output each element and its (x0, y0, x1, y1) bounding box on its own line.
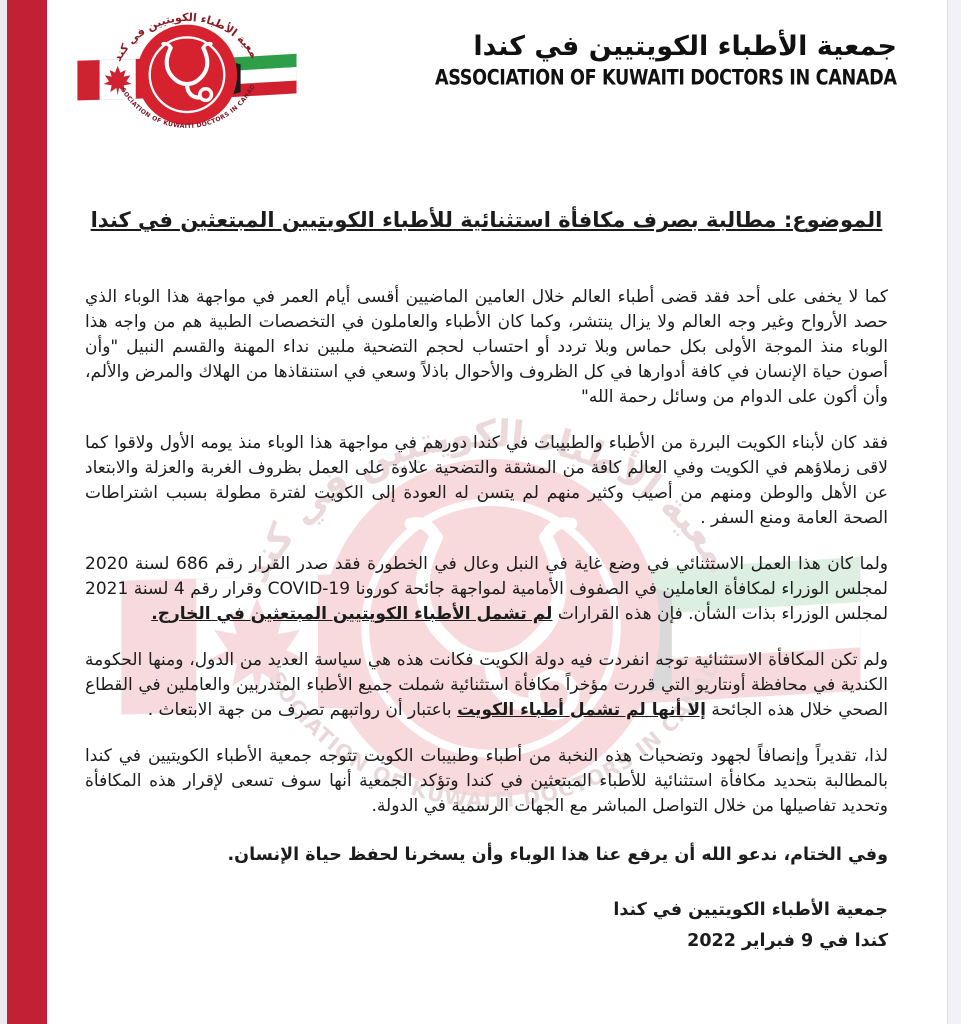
text-segment: لذا، تقديراً وإنصافاً لجهود وتضحيات هذه النخبة من أطباء وطبيبات الكويت تتوجه جمعية الأطباء الكويتيين في كندا بالمطالبة بتحديد مكافأة استثنائية للأطباء المبتعثين في كندا وتؤكد الجمعية أنها سوف تسعى لإقرار هذه المكافأة وتحديد تفاصيلها من خلال التواصل المباشر مع الجهات الرسمية في الدولة. (85, 746, 888, 816)
emphasized-text: لم تشمل الأطباء الكويتيين المبتعثين في الخارج. (151, 604, 553, 624)
letter-content (85, 0, 888, 957)
body-paragraphs (85, 285, 888, 819)
page-edge-right (947, 0, 961, 1024)
text-segment: باعتبار أن رواتبهم تصرف من جهة الابتعاث . (147, 700, 458, 720)
text-segment: فقد كان لأبناء الكويت البررة من الأطباء والطبيبات في كندا دورهم في مواجهة هذا الوباء منذ يومه الأول ولاقوا كما لاقى زملاؤهم في الكويت وفي العالم كافة من المشقة والتضحية علاوة على العمل بظروف الغربة والعزلة والابتعاد عن الأهل والوطن ومنهم من أصيب وكثير منهم لم يتسن له العودة إلى الكويت لفترة مطولة بسبب اشتراطات الصحة العامة ومنع السفر . (85, 433, 888, 528)
body-paragraph (85, 285, 888, 410)
text-segment: كما لا يخفى على أحد فقد قضى أطباء العالم خلال العامين الماضيين أقسى أيام العمر في مواجهة هذا الوباء الذي حصد الأرواح وغير وجه العالم ولا يزال ينتشر، وكما كان الأطباء والعاملون في التخصصات الطبية هم من واجه هذا الوباء منذ الموجة الأولى بكل حماس وبلا تردد أو احتساب لحجم التضحية ملبين نداء المهنة والقسم النبيل "وأن أصون حياة الإنسان في كافة أدوارها في كل الظروف والأحوال باذلاً وسعي في استنقاذها من الهلاك والمرض والألم، وأن أكون على الدوام من وسائل رحمة الله" (85, 287, 888, 407)
org-name-arabic: جمعية الأطباء الكويتيين في كندا (473, 31, 897, 62)
subject-line: الموضوع: مطالبة بصرف مكافأة استثنائية للأطباء الكويتيين المبتعثين في كندا (90, 208, 883, 232)
left-red-band (7, 0, 47, 1024)
closing-line: وفي الختام، ندعو الله أن يرفع عنا هذا الوباء وأن يسخرنا لحفظ حياة الإنسان. (227, 845, 888, 865)
text-segment: ولم تكن المكافأة الاستثنائية توجه انفردت فيه دولة الكويت فكانت هذه هي سياسة العديد من الدول، ومنها الحكومة الكندية في محافظة أونتاريو التي قررت مؤخراً مكافأة استثنائية شملت جميع الأطباء المتدربين والعاملين في القطاع الصحي خلال هذه الجائحة (85, 650, 888, 720)
signature-block (85, 895, 888, 957)
text-segment: ولما كان هذا العمل الاستثنائي في وضع غاية في النبل وعال في الخطورة فقد صدر القرار رقم 686 لسنة 2020 لمجلس الوزراء لمكافأة العاملين في الصفوف الأمامية لمواجهة جائحة كورونا COVID-19 وقرار رقم 4 لسنة 2021 لمجلس الوزراء بذات الشأن. فإن هذه القرارات (85, 554, 888, 624)
body-paragraph (85, 431, 888, 531)
signature-org: جمعية الأطباء الكويتيين في كندا (613, 900, 888, 920)
signature-date: كندا في 9 فبراير 2022 (687, 931, 888, 951)
body-paragraph (85, 648, 888, 723)
body-paragraph (85, 552, 888, 627)
page-edge-left (0, 0, 7, 1024)
org-name-english: ASSOCIATION OF KUWAITI DOCTORS IN CANADA (435, 64, 897, 90)
body-paragraph (85, 744, 888, 819)
emphasized-text: إلا أنها لم تشمل أطباء الكويت (457, 700, 706, 720)
